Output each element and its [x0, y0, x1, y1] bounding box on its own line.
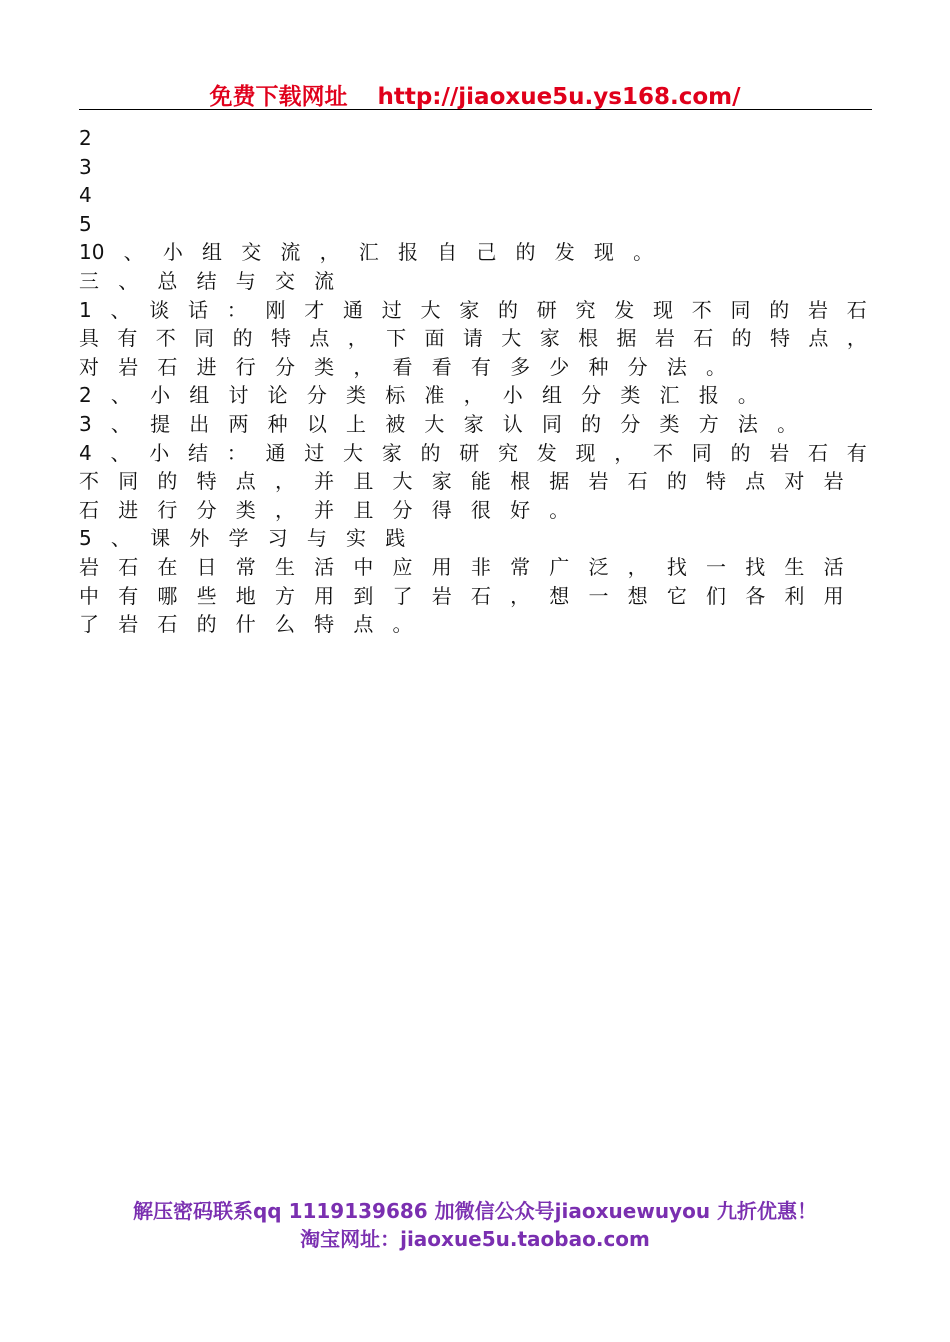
page-header: [0, 78, 950, 111]
text-line: 中 有 哪 些 地 方 用 到 了 岩 石 ， 想 一 想 它 们 各 利 用: [79, 583, 844, 608]
text-line: 不 同 的 特 点 ， 并 且 大 家 能 根 据 岩 石 的 特 点 对 岩: [79, 469, 844, 494]
text-line: 3 、 提 出 两 种 以 上 被 大 家 认 同 的 分 类 方 法 。: [79, 411, 798, 436]
text-line: 2: [79, 126, 92, 150]
text-line: 10 、 小 组 交 流 ， 汇 报 自 己 的 发 现 。: [79, 240, 654, 265]
page-footer: [0, 1196, 950, 1252]
text-line: 石 进 行 分 类 ， 并 且 分 得 很 好 。: [79, 497, 570, 522]
footer-contact-line: 解压密码联系qq 1119139686 加微信公众号jiaoxuewuyou 九折优惠！: [132, 1199, 818, 1223]
document-body: [79, 124, 879, 639]
text-line: 3: [79, 154, 92, 179]
footer-shop-line: 淘宝网址：jiaoxue5u.taobao.com: [300, 1227, 650, 1251]
text-line: 2 、 小 组 讨 论 分 类 标 准 ， 小 组 分 类 汇 报 。: [79, 383, 758, 408]
text-line: 4 、 小 结 ： 通 过 大 家 的 研 究 发 现 ， 不 同 的 岩 石 有: [79, 440, 867, 465]
header-divider: [79, 109, 872, 110]
header-site-label: 免费下载网址: [209, 84, 348, 110]
text-line: 三 、 总 结 与 交 流: [79, 268, 335, 293]
text-line: 岩 石 在 日 常 生 活 中 应 用 非 常 广 泛 ， 找 一 找 生 活: [79, 554, 844, 579]
text-line: 了 岩 石 的 什 么 特 点 。: [79, 612, 413, 637]
text-line: 对 岩 石 进 行 分 类 ， 看 看 有 多 少 种 分 法 。: [79, 354, 726, 379]
text-line: 5 、 课 外 学 习 与 实 践: [79, 526, 406, 551]
text-line: 4: [79, 183, 92, 208]
text-line: 1 、 谈 话 ： 刚 才 通 过 大 家 的 研 究 发 现 不 同 的 岩 石: [79, 297, 867, 322]
text-line: 具 有 不 同 的 特 点 ， 下 面 请 大 家 根 据 岩 石 的 特 点 ，: [79, 326, 867, 351]
header-url-link[interactable]: http://jiaoxue5u.ys168.com/: [377, 84, 741, 110]
text-line: 5: [79, 211, 92, 236]
